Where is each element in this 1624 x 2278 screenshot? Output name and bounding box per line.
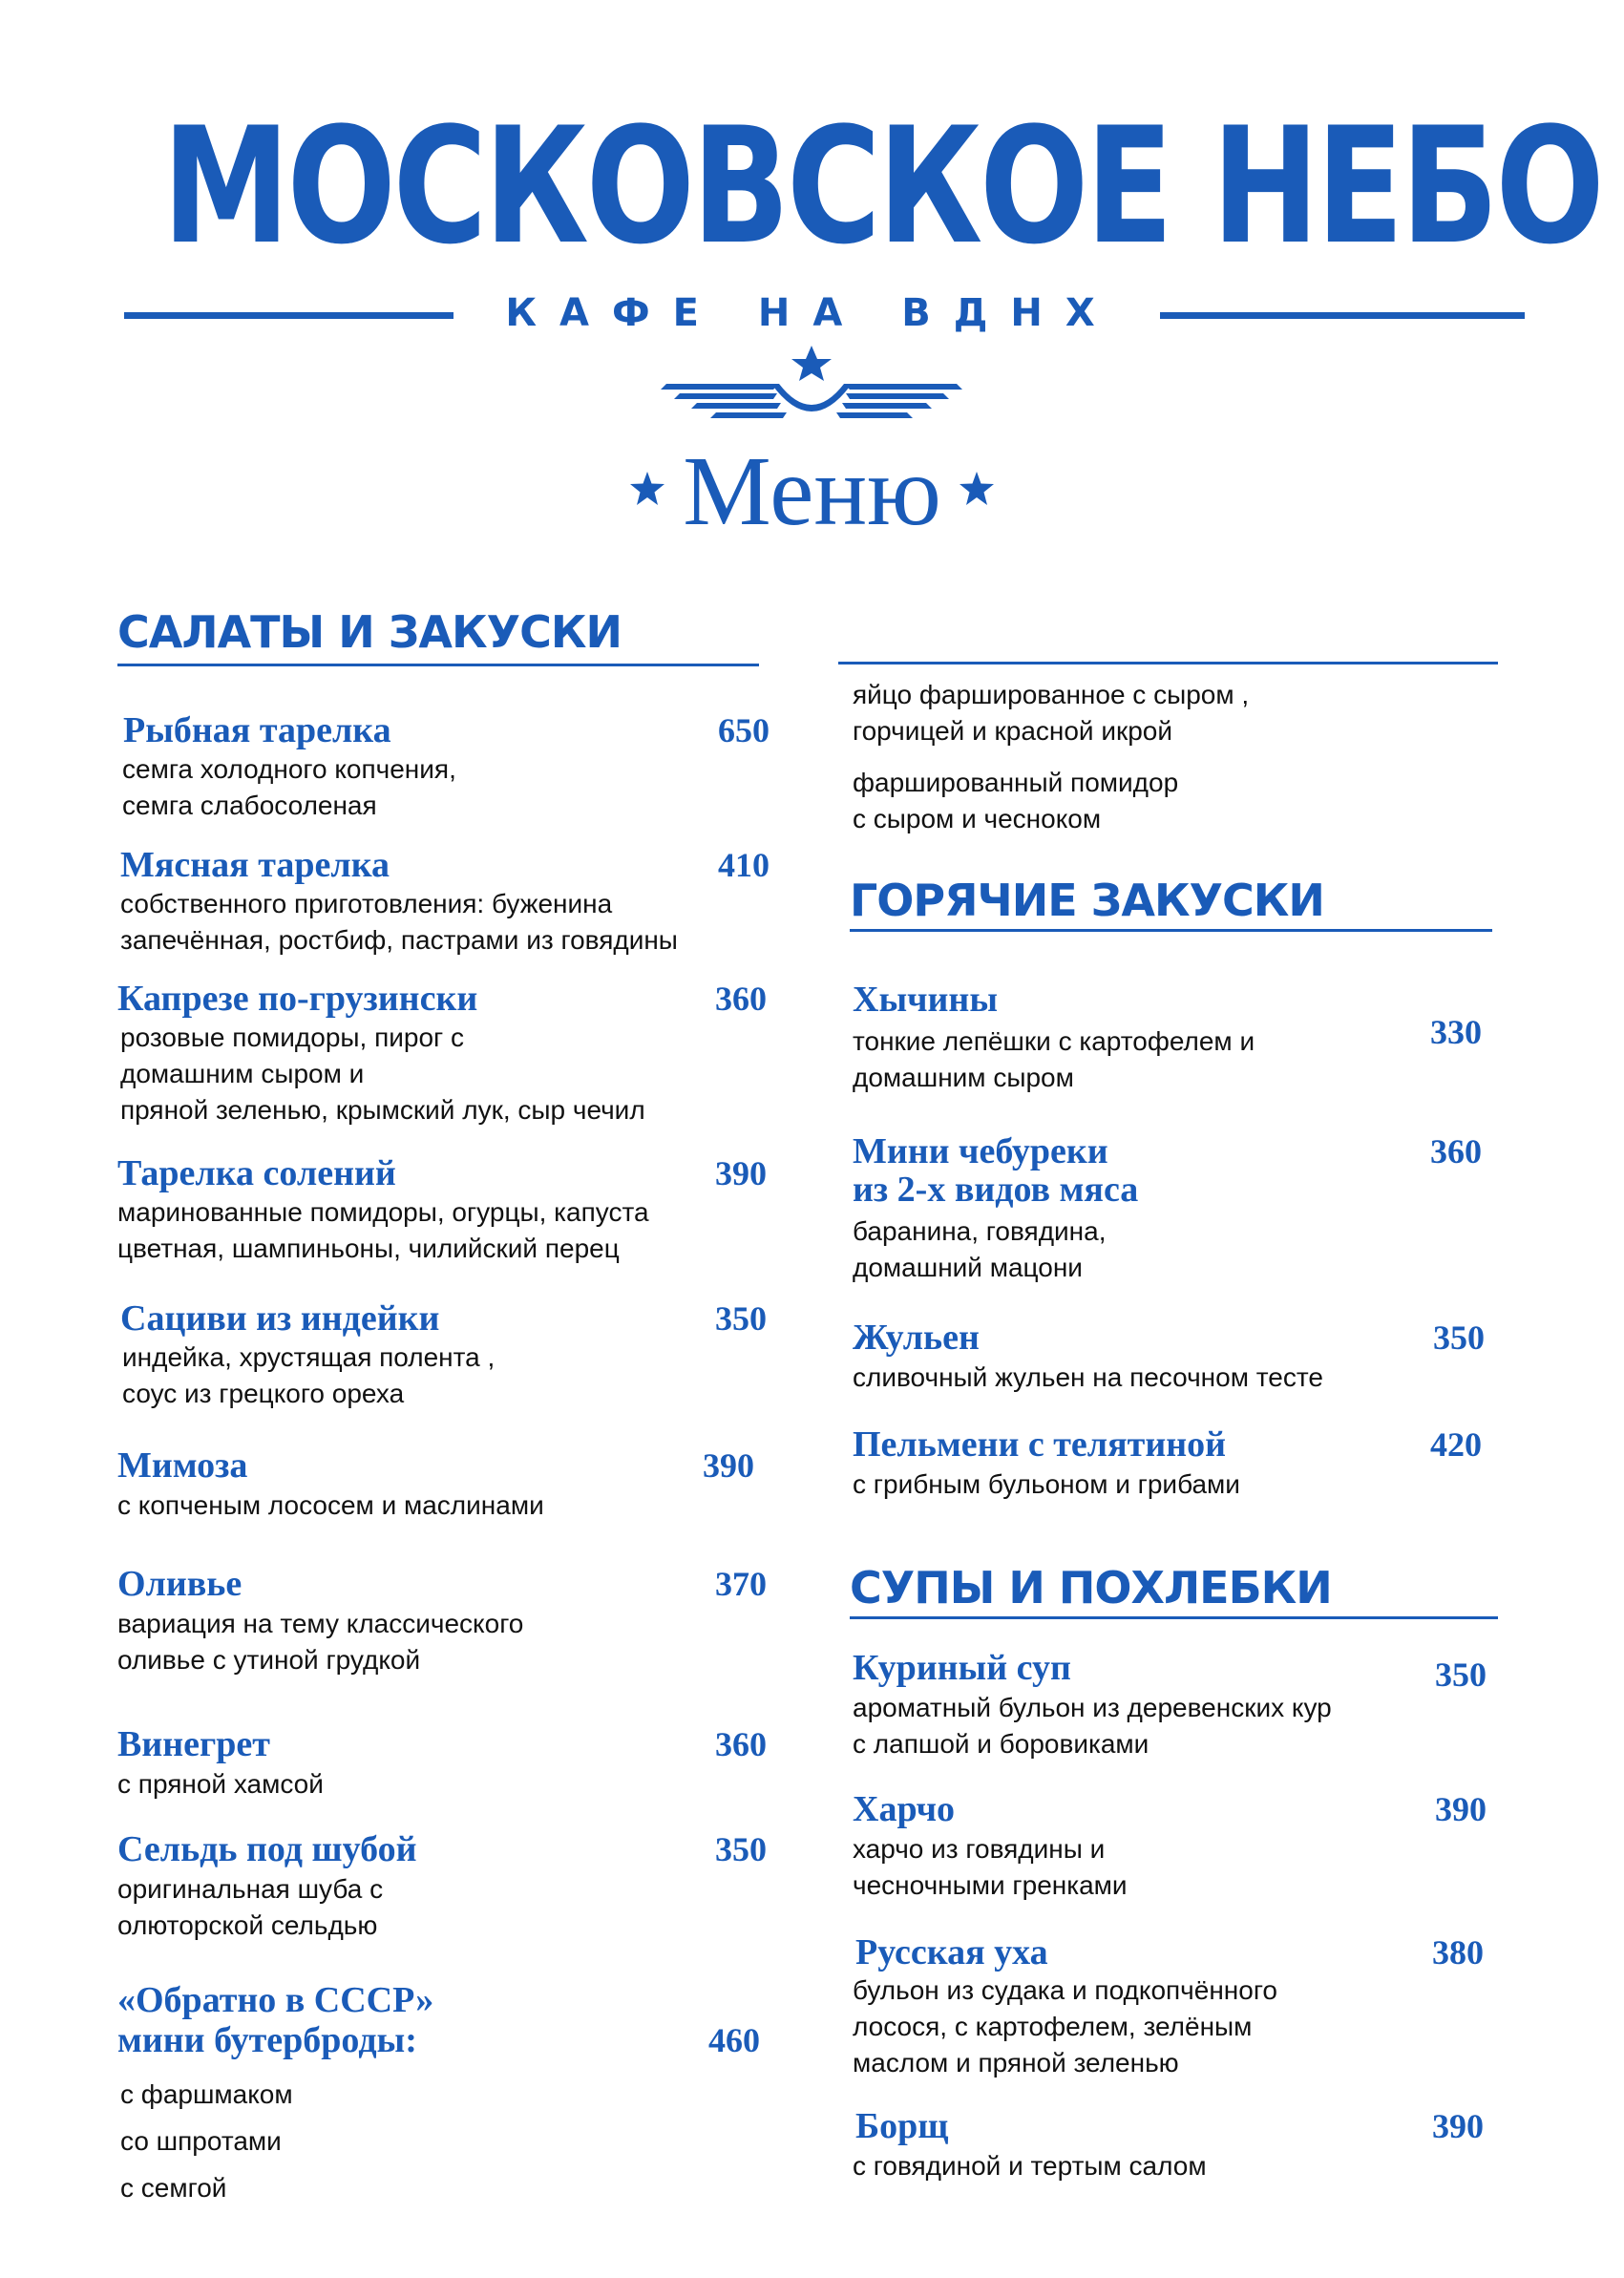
section-rule-continued	[838, 662, 1498, 664]
subtitle-left-rule	[124, 312, 453, 319]
menu-item-name: Оливье	[117, 1564, 243, 1604]
subtitle-right-rule	[1160, 312, 1525, 319]
menu-item-description: розовые помидоры, пирог с	[120, 1023, 465, 1052]
menu-item-description: домашним сыром	[853, 1063, 1074, 1092]
menu-item-price: 460	[708, 2021, 760, 2059]
menu-item-description: пряной зеленью, крымский лук, сыр чечил	[120, 1095, 645, 1125]
menu-item-price: 360	[715, 980, 767, 1018]
menu-item-description: с фаршмаком	[120, 2079, 293, 2109]
winged-star-emblem-icon	[659, 346, 964, 428]
menu-item-name: Русская уха	[855, 1932, 1048, 1972]
menu-item-description: собственного приготовления: буженина	[120, 889, 613, 918]
menu-item-description: маринованные помидоры, огурцы, капуста	[117, 1197, 649, 1227]
menu-item-description: оливье с утиной грудкой	[117, 1645, 421, 1675]
menu-item-description: вариация на тему классического	[117, 1609, 524, 1638]
menu-item-description: соус из грецкого ореха	[122, 1379, 405, 1408]
menu-item-name: Винегрет	[117, 1724, 270, 1764]
menu-item-price: 390	[703, 1446, 754, 1485]
section-rule-salads	[117, 664, 759, 666]
menu-item-price: 360	[1430, 1132, 1482, 1171]
menu-item-description: баранина, говядина,	[853, 1216, 1107, 1246]
menu-item-price: 350	[1435, 1656, 1487, 1694]
menu-item-description: с копченым лососем и маслинами	[117, 1490, 544, 1520]
menu-item-name: Харчо	[853, 1789, 956, 1829]
section-rule-hot-appetizers	[850, 929, 1492, 932]
menu-item-description: запечённая, ростбиф, пастрами из говядины	[120, 925, 678, 955]
menu-item-name: Хычины	[853, 980, 998, 1020]
section-heading-hot-appetizers: ГОРЯЧИЕ ЗАКУСКИ	[850, 875, 1324, 926]
menu-item-price: 390	[715, 1154, 767, 1192]
menu-item-name: «Обратно в СССР»	[117, 1980, 434, 2020]
menu-item-description: семга слабосоленая	[122, 791, 377, 820]
menu-item-price: 390	[1432, 2107, 1484, 2145]
menu-item-description: харчо из говядины и	[853, 1834, 1106, 1864]
menu-item-description: яйцо фаршированное с сыром ,	[853, 680, 1250, 709]
menu-item-description: семга холодного копчения,	[122, 754, 456, 784]
menu-item-name: Мимоза	[117, 1445, 248, 1486]
menu-item-price: 360	[715, 1725, 767, 1763]
menu-item-name: Мини чебуреки	[853, 1131, 1108, 1171]
menu-item-name: Сациви из индейки	[120, 1298, 440, 1339]
menu-item-price: 330	[1430, 1013, 1482, 1051]
menu-item-description: ароматный бульон из деревенских кур	[853, 1693, 1332, 1722]
menu-item-price: 350	[1433, 1318, 1485, 1357]
menu-item-price: 350	[715, 1299, 767, 1338]
menu-item-description: оригинальная шуба с	[117, 1874, 384, 1904]
menu-item-price: 350	[715, 1830, 767, 1868]
menu-item-price: 420	[1430, 1425, 1482, 1464]
menu-item-price: 390	[1435, 1790, 1487, 1828]
menu-item-description: сливочный жульен на песочном тесте	[853, 1362, 1323, 1392]
menu-item-name: Мясная тарелка	[120, 845, 390, 885]
menu-item-name: Тарелка солений	[117, 1153, 396, 1193]
menu-item-name: Борщ	[855, 2106, 949, 2146]
menu-item-name: Рыбная тарелка	[123, 710, 391, 750]
menu-item-description: с лапшой и боровиками	[853, 1729, 1149, 1759]
menu-item-description: индейка, хрустящая полента ,	[122, 1342, 496, 1372]
menu-item-description: чесночными гренками	[853, 1870, 1128, 1900]
menu-item-description: лосося, с картофелем, зелёным	[853, 2012, 1253, 2041]
menu-item-name: Жульен	[853, 1318, 980, 1358]
brand-title: МОСКОВСКОЕ НЕБО	[162, 93, 1602, 280]
menu-item-name: Куриный суп	[853, 1648, 1071, 1688]
menu-item-price: 410	[718, 846, 770, 884]
menu-title: Меню	[683, 436, 941, 546]
menu-item-description: с говядиной и тертым салом	[853, 2151, 1207, 2181]
brand-subtitle: КАФЕ НА ВДНХ	[505, 291, 1118, 335]
menu-item-name: Сельдь под шубой	[117, 1829, 417, 1869]
menu-item-description: с грибным бульоном и грибами	[853, 1469, 1240, 1499]
menu-item-description: с сыром и чесноком	[853, 804, 1102, 833]
menu-item-description: с пряной хамсой	[117, 1769, 324, 1799]
menu-item-description: горчицей и красной икрой	[853, 716, 1173, 746]
section-rule-soups	[850, 1616, 1498, 1619]
section-heading-salads: САЛАТЫ И ЗАКУСКИ	[117, 606, 622, 658]
menu-item-description: тонкие лепёшки с картофелем и	[853, 1026, 1255, 1056]
menu-item-name: Капрезе по-грузински	[117, 979, 478, 1019]
section-heading-soups: СУПЫ И ПОХЛЕБКИ	[850, 1562, 1332, 1614]
menu-item-description: бульон из судака и подкопчённого	[853, 1975, 1278, 2005]
star-right-icon	[958, 470, 996, 508]
menu-item-name: Пельмени с телятиной	[853, 1424, 1227, 1465]
menu-item-price: 370	[715, 1565, 767, 1603]
menu-item-price: 650	[718, 711, 770, 749]
menu-item-description: домашний мацони	[853, 1253, 1083, 1282]
menu-item-name: из 2-х видов мяса	[853, 1170, 1139, 1210]
menu-item-description: цветная, шампиньоны, чилийский перец	[117, 1234, 620, 1263]
menu-item-description: домашним сыром и	[120, 1059, 365, 1088]
menu-item-description: фаршированный помидор	[853, 768, 1179, 797]
menu-item-description: олюторской сельдью	[117, 1910, 378, 1940]
menu-item-description: с семгой	[120, 2173, 227, 2203]
menu-item-price: 380	[1432, 1933, 1484, 1972]
menu-item-description: маслом и пряной зеленью	[853, 2048, 1179, 2078]
menu-item-description: со шпротами	[120, 2126, 282, 2156]
menu-item-name: мини бутерброды:	[117, 2020, 417, 2060]
